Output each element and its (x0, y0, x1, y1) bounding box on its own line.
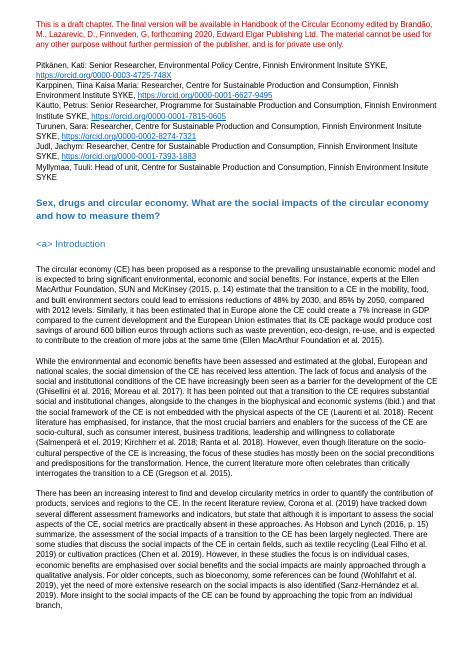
orcid-link[interactable]: https://orcid.org/0000-0001-7815-0605 (91, 111, 226, 121)
author-entry (36, 122, 438, 142)
orcid-link[interactable]: https://orcid.org/0000-0001-6627-9495 (137, 91, 273, 101)
author-list (36, 61, 438, 183)
author-entry (36, 142, 438, 162)
orcid-link[interactable]: https://orcid.org/0000-0002-8274-7321 (61, 132, 197, 142)
body-paragraph: While the environmental and economic benefits have been assessed and estimated at the global, European and national scales, the social dimension of the CE has received less attention. The lack of focus and analysis of the social and institutional conditions of the CE have increasingly been seen as a barrier for the development of the CE (Ghisellini et al. 2016; Moreau et al. 2017). It has been pointed out that a transition to the CE requires substantial social and institutional changes, alongside to the changes in the biophysical and economic systems (ibid.) and that the social framework of the CE is not embedded with the physical aspects of the CE (Laurenti et al. 2018). Recent literature has emphasised, for instance, that the most crucial barriers and enablers for the success of the CE are socio-cultural, such as consumer interest, business traditions, leadership and willingness to collaborate (Salmenperä et el. 2019; Kirchherr et al. 2018; Ranta et al. 2018). However, even though literature on the socio-cultural perspective of the CE is increasing, the focus of these studies has mostly been on the social preconditions and predispositions for the transformation. Hence, the current literature more often celebrates than critically interrogates the transition to a CE (Gregson et al. 2015). (36, 356, 438, 478)
author-entry (36, 101, 438, 121)
author-entry (36, 163, 438, 183)
chapter-title: Sex, drugs and circular economy. What are the social impacts of the circular economy and how to measure them? (36, 198, 429, 223)
author-affiliation: Pitkänen, Kati: Senior Researcher, Environmental Policy Centre, Finnish Environment Insitute SYKE, (36, 60, 388, 70)
author-affiliation: Judl, Jachym: Researcher, Centre for Sustainable Production and Consumption, Finnish Environment Insitute SYKE, (36, 142, 418, 162)
author-affiliation: Karppinen, Tiina Kaisa Maria: Researcher, Centre for Sustainable Production and Consumption, Finnish Environment Institute SYKE, (36, 81, 399, 101)
draft-notice: This is a draft chapter. The final version will be available in Handbook of the Circular Economy edited by Brandão, M., Lazarevic, D., Finnveden, G, forthcoming 2020, Edward Elgar Publishing Ltd. The material cannot be used for any other purpose without further permission of the publisher, and is for private use only. (36, 20, 433, 50)
body-paragraph: There has been an increasing interest to find and develop circularity metrics in order to quantify the contribution of products, services and regions to the CE. In the recent literature review, Corona et al. (2019) have tracked down several different assessment frameworks and indicators, but state that although it is important to assess the social aspects of the CE, social metrics are practically absent in these approaches. As Hobson and Lynch (2016, p. 15) summarize, the assessment of the social impacts of a transition to the CE has been largely neglected. There are some studies that discuss the social impacts of the CE in certain fields, such as textile recycling (Leal Filho et al. 2019) or cultivation practices (Chen et al. 2019). However, in these studies the focus is on individual cases, economic benefits are emphasised over social benefits and the social impacts are mainly approached through a qualitative analysis. For older concepts, such as bioeconomy, some references can be found (Wohlfahrt et al. 2019), yet the need of more extensive research on the social impacts is also identified (Sanz-Hernández et al. 2019). More insight to the social impacts of the CE can be found by approaching the topic from an individual branch, (36, 489, 434, 611)
orcid-link[interactable]: https://orcid.org/0000-0001-7393-1883 (61, 152, 197, 162)
section-heading: <a> Introduction (36, 239, 106, 251)
author-entry (36, 81, 438, 101)
author-affiliation: Kautto, Petrus: Senior Researcher, Programme for Sustainable Production and Consumption, Finnish Environment Institute SYKE, (36, 101, 437, 121)
author-affiliation: Turunen, Sara: Researcher, Centre for Sustainable Production and Consumption, Finnish Environment Insitute SYKE, (36, 121, 422, 142)
author-entry (36, 61, 438, 81)
author-affiliation: Myllymaa, Tuuli: Head of unit, Centre for Sustainable Production and Consumption, Finnish Environment Insitute SYKE (36, 162, 429, 182)
body-paragraph: The circular economy (CE) has been proposed as a response to the prevailing unsustainable economic model and is expected to bring significant environmental, economic and social benefits. For instance, experts at the Ellen MacArthur Foundation, SUN and McKinsey (2015, p. 14) estimate that the transition to a CE in the mobility, food, and built environment sectors could lead to emissions reductions of 48% by 2030, and 85% by 2050, compared with 2012 levels. Similarly, it has been estimated that in Europe alone the CE could create a 7% increase in GDP compared to the current development and the European Union estimates that its CE package would produce cost savings of around 600 billion euros through actions such as waste prevention, eco-design, re-use, and is expected to contribute to the creation of more jobs at the same time (Ellen MacArthur Foundation et al. 2015). (36, 265, 436, 346)
orcid-link[interactable]: https://orcid.org/0000-0003-4725-748X (36, 70, 172, 80)
